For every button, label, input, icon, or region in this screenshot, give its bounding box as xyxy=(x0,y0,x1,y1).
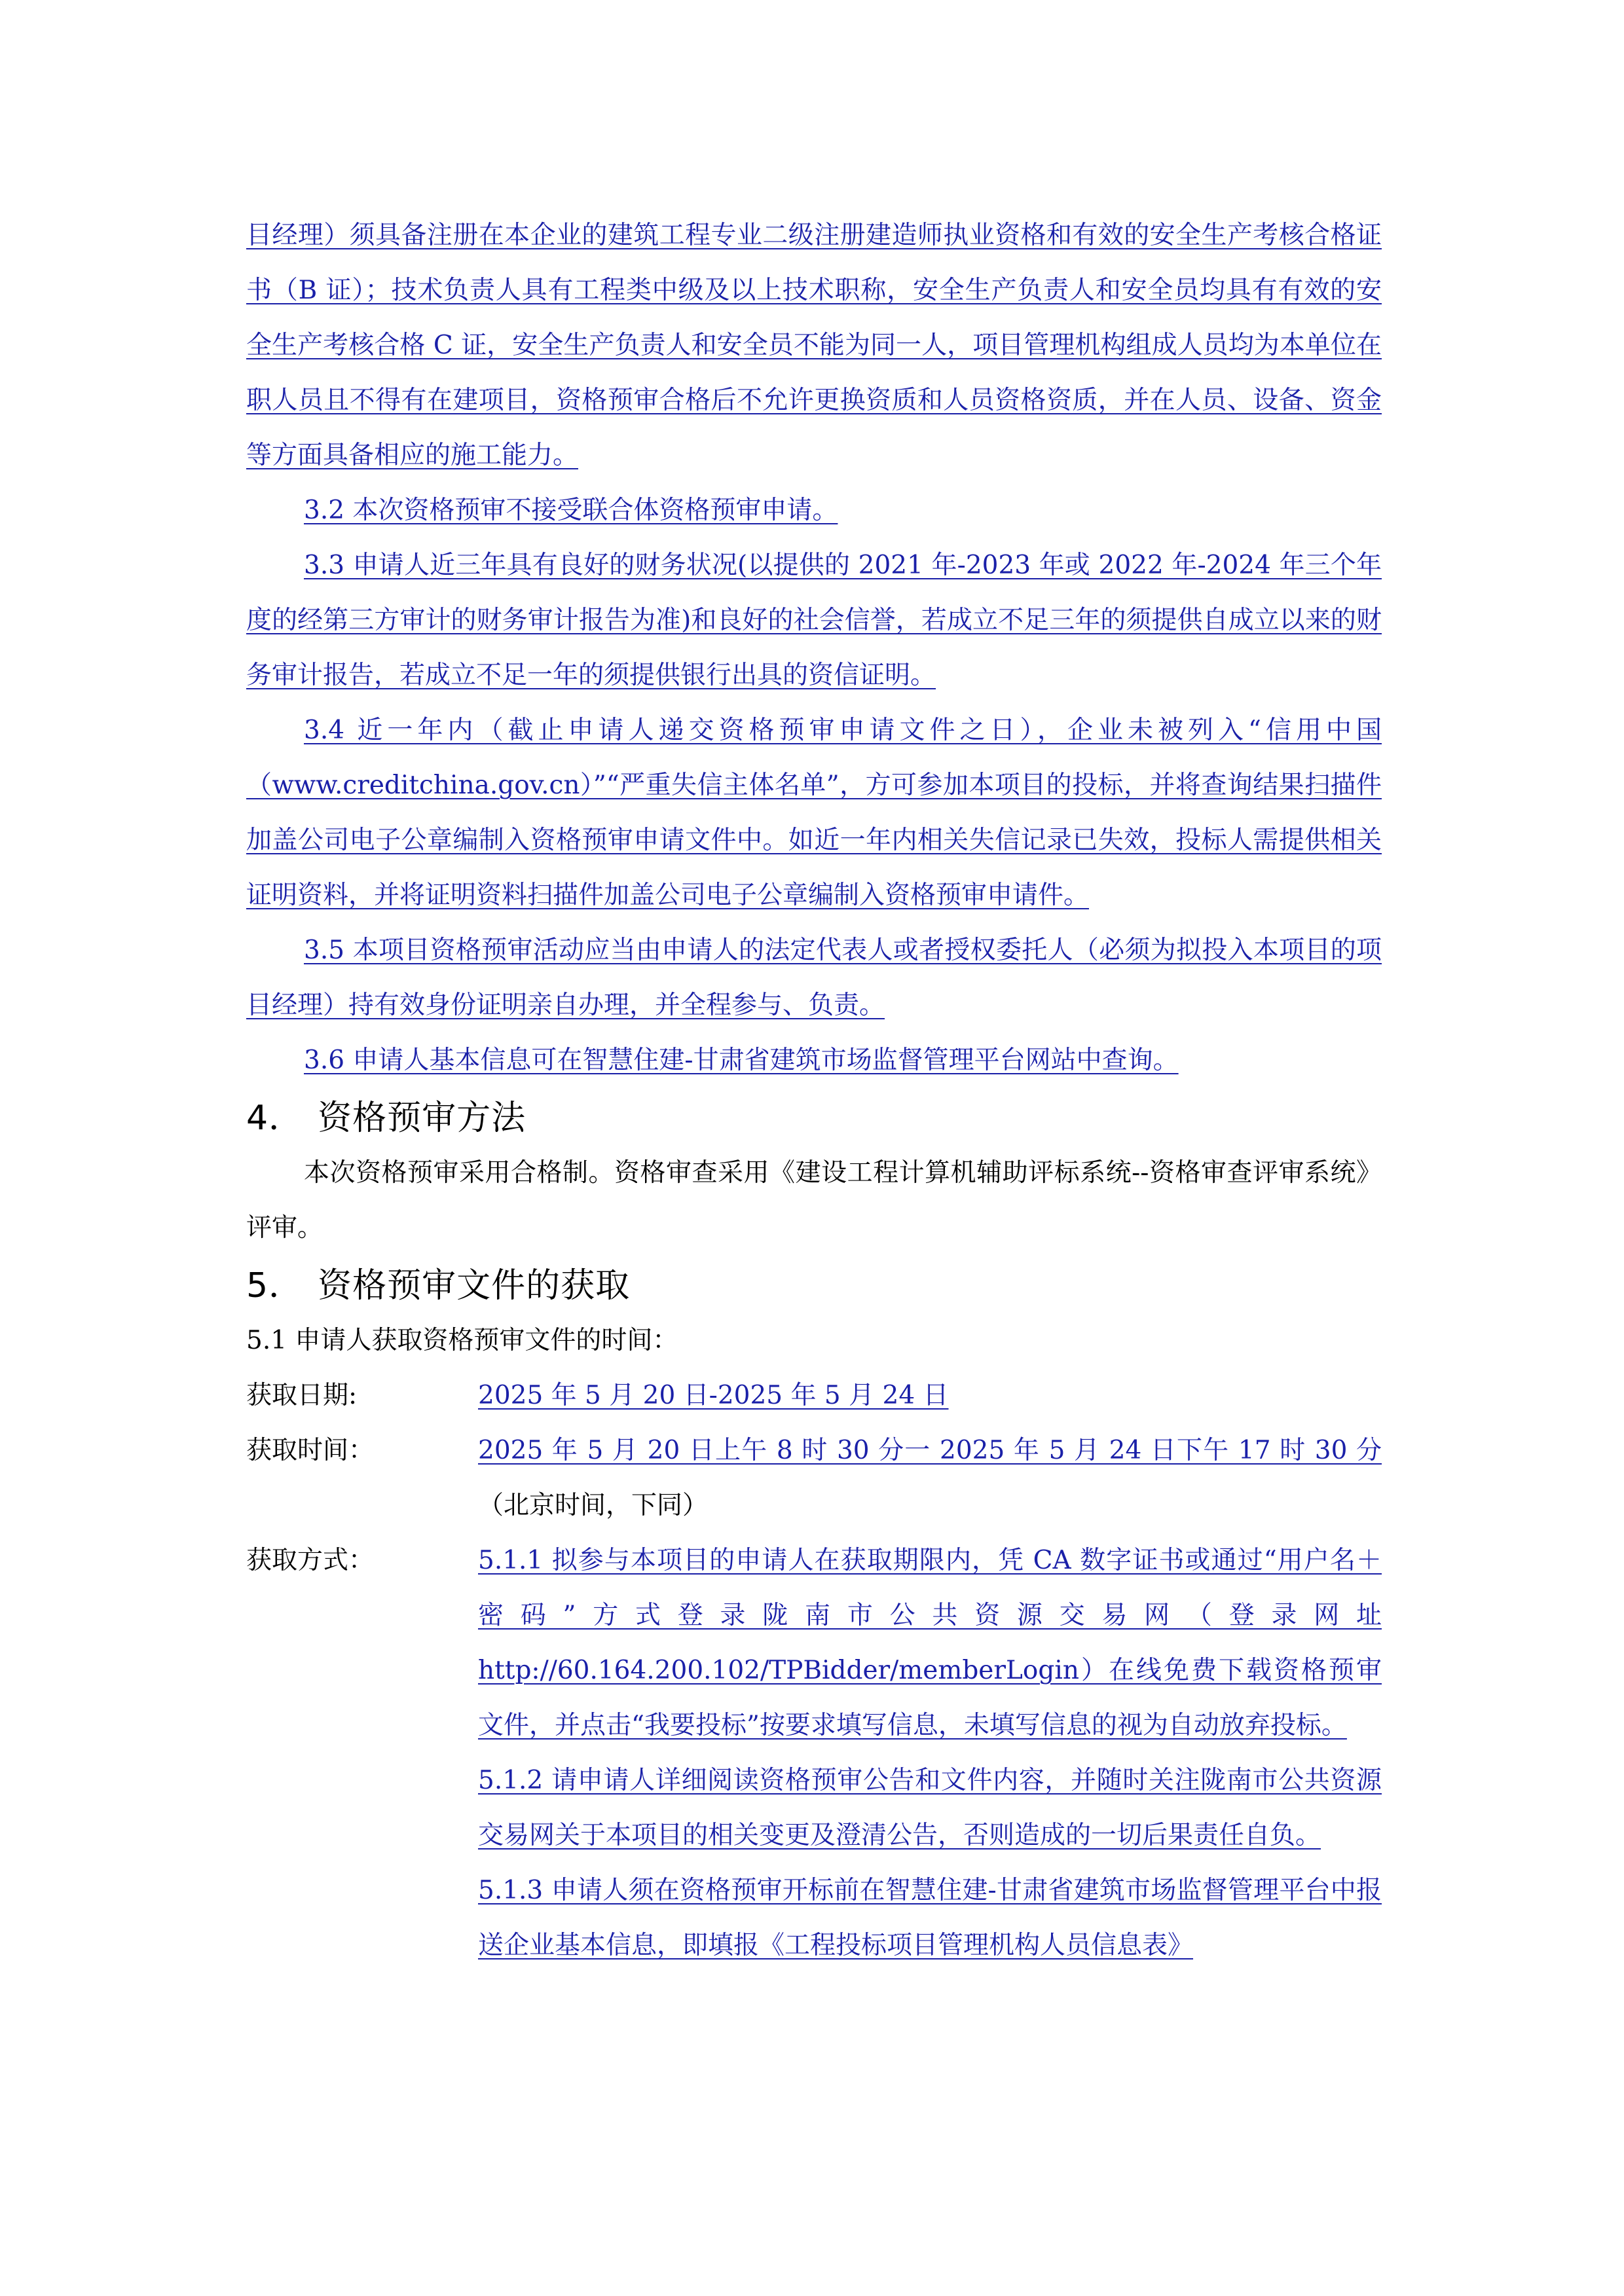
acquisition-date-row xyxy=(246,1368,1382,1423)
acquisition-time-row xyxy=(246,1423,1382,1533)
document-content xyxy=(246,208,1382,1973)
method-5-1-3: 5.1.3 申请人须在资格预审开标前在智慧住建-甘肃省建筑市场监督管理平台中报送企业基本信息，即填报《工程投标项目管理机构人员信息表》 xyxy=(478,1876,1382,1960)
clause-3-6: 3.6 申请人基本信息可在智慧住建-甘肃省建筑市场监督管理平台网站中查询。 xyxy=(304,1046,1179,1075)
clause-5-1: 5.1 申请人获取资格预审文件的时间： xyxy=(246,1326,678,1355)
heading-section-4: 4． 资格预审方法 xyxy=(246,1099,526,1138)
clause-3-2: 3.2 本次资格预审不接受联合体资格预审申请。 xyxy=(304,496,838,525)
section-4-text: 本次资格预审采用合格制。资格审查采用《建设工程计算机辅助评标系统--资格审查评审系统》评审。 xyxy=(246,1158,1382,1243)
method-5-1-1: 5.1.1 拟参与本项目的申请人在获取期限内，凭 CA 数字证书或通过“用户名＋密码”方式登录陇南市公共资源交易网（登录网址 http://60.164.200.102/TPBidder/memberLogin）在线免费下载资格预审文件，并点击“我要投标”按要求填写信息，未填写信息的视为自动放弃投标。 xyxy=(478,1546,1382,1740)
time-zone-note: （北京时间，下同） xyxy=(478,1491,709,1520)
acquisition-method-row xyxy=(246,1533,1382,1973)
heading-section-5: 5． 资格预审文件的获取 xyxy=(246,1266,631,1305)
acquisition-method-label: 获取方式： xyxy=(246,1546,375,1575)
clause-3-5: 3.5 本项目资格预审活动应当由申请人的法定代表人或者授权委托人（必须为拟投入本项目的项目经理）持有效身份证明亲自办理，并全程参与、负责。 xyxy=(246,936,1382,1020)
acquisition-date-label: 获取日期: xyxy=(246,1381,358,1410)
method-5-1-2: 5.1.2 请申请人详细阅读资格预审公告和文件内容，并随时关注陇南市公共资源交易网关于本项目的相关变更及澄清公告，否则造成的一切后果责任自负。 xyxy=(478,1766,1382,1850)
acquisition-date-value: 2025 年 5 月 20 日-2025 年 5 月 24 日 xyxy=(478,1381,949,1410)
clause-3-4: 3.4 近一年内（截止申请人递交资格预审申请文件之日），企业未被列入“信用中国（www.creditchina.gov.cn）”“严重失信主体名单”，方可参加本项目的投标，并将查询结果扫描件加盖公司电子公章编制入资格预审申请文件中。如近一年内相关失信记录已失效，投标人需提供相关证明资料，并将证明资料扫描件加盖公司电子公章编制入资格预审申请件。 xyxy=(246,716,1382,910)
acquisition-time-value: 2025 年 5 月 20 日上午 8 时 30 分一 2025 年 5 月 24 日下午 17 时 30 分（北京时间，下同） xyxy=(478,1436,1382,1520)
clause-3-3: 3.3 申请人近三年具有良好的财务状况(以提供的 2021 年-2023 年或 2022 年-2024 年三个年度的经第三方审计的财务审计报告为准)和良好的社会信誉，若成立不足三年的须提供自成立以来的财务审计报告，若成立不足一年的须提供银行出具的资信证明。 xyxy=(246,551,1382,690)
acquisition-method-list xyxy=(478,1533,1382,1973)
acquisition-time-label: 获取时间： xyxy=(246,1436,375,1465)
section-3-1-continuation: 目经理）须具备注册在本企业的建筑工程专业二级注册建造师执业资格和有效的安全生产考核合格证书（B 证）；技术负责人具有工程类中级及以上技术职称，安全生产负责人和安全员均具有有效的安全生产考核合格 C 证，安全生产负责人和安全员不能为同一人，项目管理机构组成人员均为本单位在职人员且不得有在建项目，资格预审合格后不允许更换资质和人员资格资质，并在人员、设备、资金等方面具备相应的施工能力。 xyxy=(246,221,1382,470)
